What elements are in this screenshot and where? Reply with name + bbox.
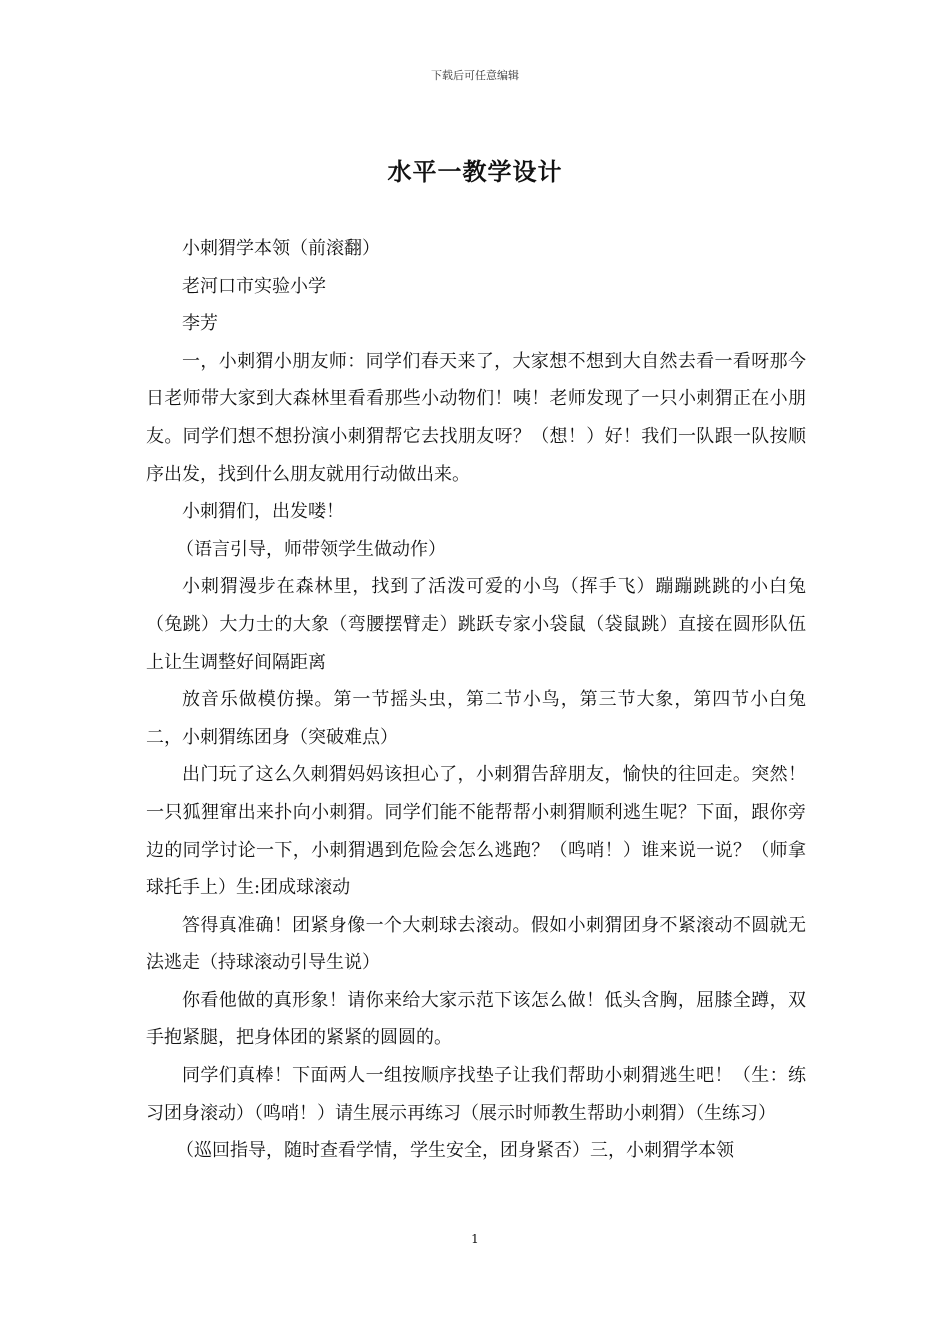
paragraph-fox-escape: 出门玩了这么久刺猬妈妈该担心了，小刺猬告辞朋友，愉快的往回走。突然！一只狐狸窜出来扑向小刺猬。同学们能不能帮帮小刺猬顺利逃生呢？下面，跟你旁边的同学讨论一下，小刺猬遇到危险会怎么逃跑？（鸣哨！）谁来说一说？（师拿球托手上）生:团成球滚动	[146, 764, 806, 899]
document-title: 水平一教学设计	[387, 157, 563, 186]
paragraph-pair-practice: 同学们真棒！下面两人一组按顺序找垫子让我们帮助小刺猬逃生吧！（生：练习团身滚动）（鸣哨！）请生展示再练习（展示时师教生帮助小刺猬）（生练习）	[146, 1065, 806, 1124]
paragraph-music-exercise: 放音乐做模仿操。第一节摇头虫，第二节小鸟，第三节大象，第四节小白兔二，小刺猬练团身（突破难点）	[146, 689, 806, 748]
paragraph-patrol-guidance: （巡回指导，随时查看学情，学生安全，团身紧否）三，小刺猬学本领	[176, 1140, 734, 1162]
paragraph-intro: 一，小刺猬小朋友师：同学们春天来了，大家想不想到大自然去看一看呀那今日老师带大家到大森林里看看那些小动物们！咦！老师发现了一只小刺猬正在小朋友。同学们想不想扮演小刺猬帮它去找朋友呀？（想！）好！我们一队跟一队按顺序出发，找到什么朋友就用行动做出来。	[146, 350, 806, 485]
page-number: 1	[471, 1232, 479, 1246]
paragraph-school: 老河口市实验小学	[182, 275, 326, 297]
paragraph-demonstration: 你看他做的真形象！请你来给大家示范下该怎么做！低头含胸，屈膝全蹲，双手抱紧腿，把身体团的紧紧的圆圆的。	[146, 989, 806, 1049]
paragraph-lesson-topic: 小刺猬学本领（前滚翻）	[182, 238, 380, 259]
paragraph-guidance: （语言引导，师带领学生做动作）	[176, 538, 446, 560]
header-note: 下载后可任意编辑	[431, 69, 519, 82]
document-body	[146, 230, 806, 1170]
paragraph-depart: 小刺猬们，出发喽！	[182, 501, 344, 523]
paragraph-author: 李芳	[182, 313, 218, 335]
paragraph-answer-correct: 答得真准确！团紧身像一个大刺球去滚动。假如小刺猬团身不紧滚动不圆就无法逃走（持球滚动引导生说）	[146, 914, 806, 974]
paragraph-forest-walk: 小刺猬漫步在森林里，找到了活泼可爱的小鸟（挥手飞）蹦蹦跳跳的小白兔（兔跳）大力士的大象（弯腰摆臂走）跳跃专家小袋鼠（袋鼠跳）直接在圆形队伍上让生调整好间隔距离	[146, 576, 806, 673]
